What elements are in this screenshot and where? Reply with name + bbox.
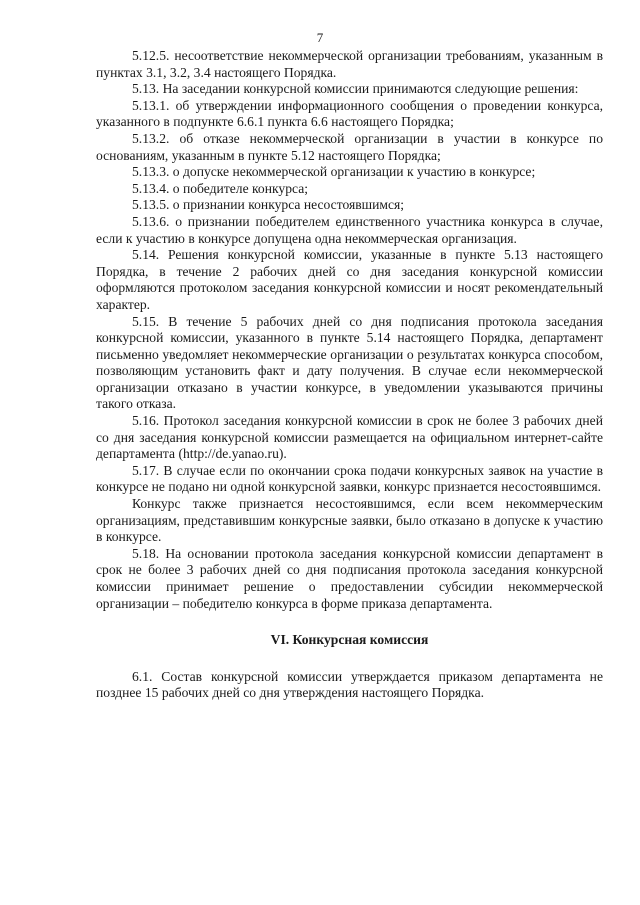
paragraph-5-12-5: 5.12.5. несоответствие некоммерческой организации требованиям, указанным в пунктах 3.1, 3.2, 3.4 настоящего Порядка. — [96, 48, 603, 80]
paragraph-5-14: 5.14. Решения конкурсной комиссии, указанные в пункте 5.13 настоящего Порядка, в течение 2 рабочих дней со дня заседания конкурсной комиссии оформляются протоколом заседания конкурсной комиссии и носят рекомендательный характер. — [96, 247, 603, 312]
paragraph-5-13-4: 5.13.4. о победителе конкурса; — [132, 180, 309, 196]
document-body — [96, 48, 603, 702]
paragraph-6-1: 6.1. Состав конкурсной комиссии утверждается приказом департамента не позднее 15 рабочих дней со дня утверждения настоящего Порядка. — [96, 668, 603, 701]
paragraph-5-13-2: 5.13.2. об отказе некоммерческой организации в участии в конкурсе по основаниям, указанным в пункте 5.12 настоящего Порядка; — [96, 130, 603, 163]
paragraph-5-17: 5.17. В случае если по окончании срока подачи конкурсных заявок на участие в конкурсе не подано ни одной конкурсной заявки, конкурс признается несостоявшимся. — [96, 462, 603, 495]
paragraph-5-17-continued: Конкурс также признается несостоявшимся, если всем некоммерческим организациям, представившим конкурсные заявки, было отказано в допуске к участию в конкурсе. — [96, 496, 603, 545]
paragraph-5-13-5: 5.13.5. о признании конкурса несостоявшимся; — [132, 197, 405, 213]
paragraph-5-13: 5.13. На заседании конкурсной комиссии принимаются следующие решения: — [132, 81, 579, 97]
paragraph-5-13-6: 5.13.6. о признании победителем единственного участника конкурса в случае, если к участию в конкурсе допущена одна некоммерческая организация. — [96, 213, 603, 246]
section-heading: VI. Конкурсная комиссия — [270, 632, 429, 648]
paragraph-5-13-1: 5.13.1. об утверждении информационного сообщения о проведении конкурса, указанного в подпункте 6.6.1 пункта 6.6 настоящего Порядка; — [96, 97, 603, 130]
paragraph-5-13-3: 5.13.3. о допуске некоммерческой организации к участию в конкурсе; — [132, 164, 536, 180]
paragraph-5-18: 5.18. На основании протокола заседания конкурсной комиссии департамент в срок не более 3 рабочих дней со дня подписания протокола заседания конкурсной комиссии принимает решение о предоставлении субсидии некоммерческой организации – победителю конкурса в форме приказа департамента. — [96, 545, 603, 611]
paragraph-5-15: 5.15. В течение 5 рабочих дней со дня подписания протокола заседания конкурсной комиссии, указанного в пункте 5.14 настоящего Порядка, департамент письменно уведомляет некоммерческие организации о результатах конкурса способом, позволяющим установить факт и дату получения. В случае если некоммерческой организации отказано в участии конкурсе, в уведомлении указываются причины такого отказа. — [96, 313, 603, 412]
page-number: 7 — [316, 30, 324, 45]
paragraph-5-16: 5.16. Протокол заседания конкурсной комиссии в срок не более 3 рабочих дней со дня заседания конкурсной комиссии размещается на официальном интернет-сайте департамента (http://de.yanao.ru). — [96, 413, 603, 462]
